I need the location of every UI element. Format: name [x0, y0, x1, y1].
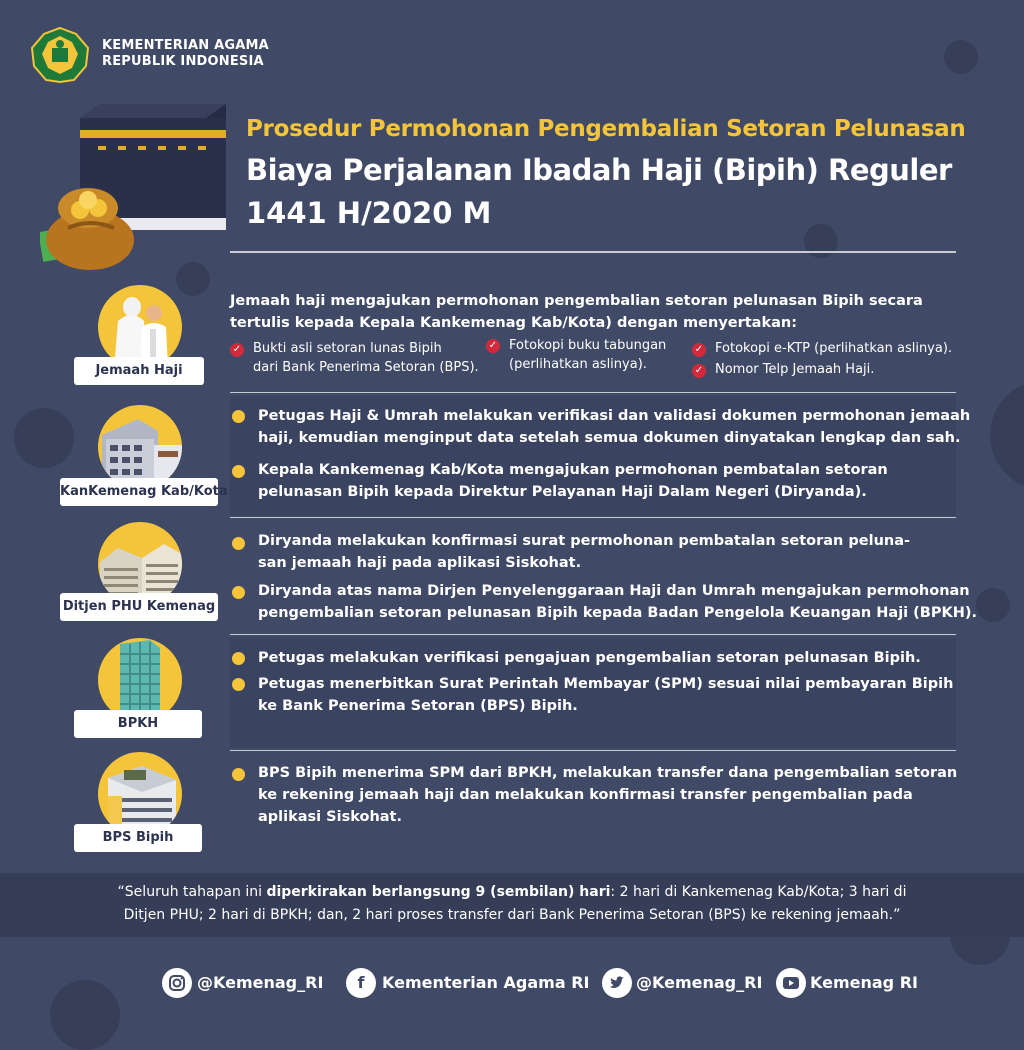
stage3-step1-line2: san jemaah haji pada aplikasi Siskohat. [258, 555, 582, 571]
footnote-line2: Ditjen PHU; 2 hari di BPKH; dan, 2 hari proses transfer dari Bank Penerima Setoran (BPS) ke rekening jemaah.” [123, 907, 901, 923]
bullet-dot-icon [232, 652, 245, 665]
footnote-pre: “Seluruh tahapan ini [117, 884, 267, 900]
requirement-3: Fotokopi e-KTP (perlihatkan aslinya). [715, 341, 953, 356]
kemenag-logo [30, 26, 90, 84]
stage4-step2-line2: ke Bank Penerima Setoran (BPS) Bipih. [258, 698, 578, 714]
bullet-dot-icon [232, 410, 245, 423]
title-line3: 1441 H/2020 M [246, 196, 492, 230]
stage1-intro-line1: Jemaah haji mengajukan permohonan pengembalian setoran pelunasan Bipih secara [230, 293, 923, 309]
stage3-step2 [258, 580, 977, 624]
requirement-1-line1: Bukti asli setoran lunas Bipih [253, 341, 442, 356]
bullet-dot-icon [232, 586, 245, 599]
youtube-handle[interactable]: Kemenag RI [810, 973, 918, 992]
header-divider [230, 251, 956, 253]
facebook-handle[interactable]: Kementerian Agama RI [382, 973, 590, 992]
check-icon: ✓ [486, 339, 500, 353]
twitter-icon[interactable] [602, 968, 632, 998]
stage5-step1-line1: BPS Bipih menerima SPM dari BPKH, melakukan transfer dana pengembalian setoran [258, 765, 958, 781]
check-icon: ✓ [692, 343, 706, 357]
check-icon: ✓ [692, 364, 706, 378]
ministry-line2: REPUBLIK INDONESIA [102, 54, 264, 69]
stage5-step1-line3: aplikasi Siskohat. [258, 809, 402, 825]
youtube-icon[interactable] [776, 968, 806, 998]
stage-divider [230, 750, 956, 751]
requirement-2 [509, 336, 666, 374]
stage-label-ditjen-phu: Ditjen PHU Kemenag [60, 593, 218, 621]
ministry-line1: KEMENTERIAN AGAMA [102, 38, 269, 53]
twitter-handle[interactable]: @Kemenag_RI [636, 973, 763, 992]
stage-label-bpkh: BPKH [74, 710, 202, 738]
duration-footnote [0, 873, 1024, 937]
ministry-name [102, 38, 269, 70]
stage4-step2 [258, 673, 953, 717]
kaaba-illustration [40, 100, 230, 270]
stage3-step2-line1: Diryanda atas nama Dirjen Penyelenggaraan Haji dan Umrah mengajukan permohonan [258, 583, 970, 599]
footnote-post: : 2 hari di Kankemenag Kab/Kota; 3 hari di [610, 884, 907, 900]
requirement-4: Nomor Telp Jemaah Haji. [715, 362, 875, 377]
stage1-intro [230, 290, 923, 334]
stage2-step1-line1: Petugas Haji & Umrah melakukan verifikasi dan validasi dokumen permohonan jemaah [258, 408, 971, 424]
stage-label-jemaah-haji: Jemaah Haji [74, 357, 204, 385]
stage2-step2 [258, 459, 888, 503]
facebook-icon[interactable]: f [346, 968, 376, 998]
bullet-dot-icon [232, 465, 245, 478]
stage-label-kankemenag: KanKemenag Kab/Kota [60, 478, 218, 506]
requirement-2-line2: (perlihatkan aslinya). [509, 357, 647, 372]
stage2-step1 [258, 405, 970, 449]
requirement-1 [253, 339, 479, 377]
instagram-icon[interactable] [162, 968, 192, 998]
requirement-1-line2: dari Bank Penerima Setoran (BPS). [253, 360, 479, 375]
check-icon: ✓ [230, 343, 244, 357]
stage3-step1 [258, 530, 910, 574]
stage-divider [230, 634, 956, 635]
stage2-step2-line2: pelunasan Bipih kepada Direktur Pelayanan Haji Dalam Negeri (Diryanda). [258, 484, 867, 500]
stage-divider [230, 392, 956, 393]
stage3-step1-line1: Diryanda melakukan konfirmasi surat permohonan pembatalan setoran peluna- [258, 533, 911, 549]
title-line1: Prosedur Permohonan Pengembalian Setoran Pelunasan [246, 116, 966, 142]
stage4-step2-line1: Petugas menerbitkan Surat Perintah Membayar (SPM) sesuai nilai pembayaran Bipih [258, 676, 954, 692]
stage-icon-kankemenag [98, 405, 182, 489]
stage3-step2-line2: pengembalian setoran pelunasan Bipih kepada Badan Pengelola Keuangan Haji (BPKH). [258, 605, 977, 621]
stage5-step1 [258, 762, 957, 828]
instagram-handle[interactable]: @Kemenag_RI [197, 973, 324, 992]
requirement-2-line1: Fotokopi buku tabungan [509, 338, 667, 353]
bullet-dot-icon [232, 768, 245, 781]
stage5-step1-line2: ke rekening jemaah haji dan melakukan konfirmasi transfer pengembalian pada [258, 787, 913, 803]
bullet-dot-icon [232, 537, 245, 550]
stage2-step2-line1: Kepala Kankemenag Kab/Kota mengajukan permohonan pembatalan setoran [258, 462, 888, 478]
stage-divider [230, 517, 956, 518]
footnote-bold: diperkirakan berlangsung 9 (sembilan) hari [266, 884, 611, 900]
title-line2: Biaya Perjalanan Ibadah Haji (Bipih) Reguler [246, 153, 952, 187]
stage1-intro-line2: tertulis kepada Kepala Kankemenag Kab/Kota) dengan menyertakan: [230, 315, 798, 331]
bullet-dot-icon [232, 678, 245, 691]
stage4-step1: Petugas melakukan verifikasi pengajuan pengembalian setoran pelunasan Bipih. [258, 650, 921, 666]
stage2-step1-line2: haji, kemudian menginput data setelah semua dokumen dinyatakan lengkap dan sah. [258, 430, 961, 446]
stage-label-bps-bipih: BPS Bipih [74, 824, 202, 852]
